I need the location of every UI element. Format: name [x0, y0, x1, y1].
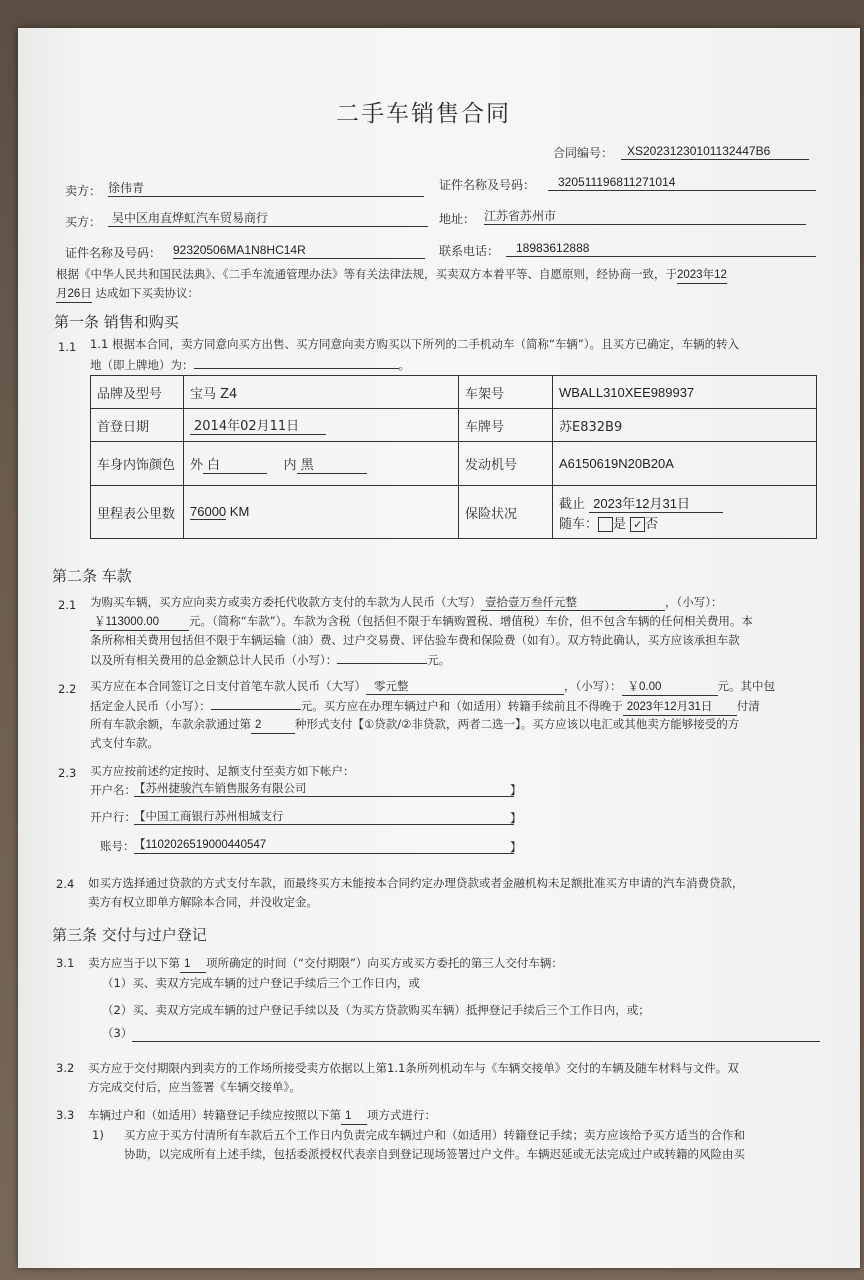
bank-bracket: 】 [510, 811, 522, 825]
account-name: 苏州捷骏汽车销售服务有限公司 [145, 781, 307, 795]
clause-3-1-number: 3.1 [56, 956, 75, 970]
insurance-label: 保险状况 [459, 486, 553, 539]
seller-id-label: 证件名称及号码： [439, 178, 536, 192]
mileage-value: 76000 [190, 504, 227, 519]
table-row [91, 376, 817, 409]
clause-2-1-line4: 以及所有相关费用的总金额总计人民币（小写）： 元。 [90, 653, 451, 667]
reg-date-cell [184, 409, 459, 442]
vehicle-table [90, 375, 817, 539]
phone-label: 联系电话： [439, 244, 500, 258]
preamble-line2: 月26日 达成如下买卖协议： [56, 285, 199, 303]
clause-2-3-line1: 买方应按前述约定按时、足额支付至卖方如下帐户： [90, 764, 355, 778]
clause-1-1-line2: 地（即上牌地）为： 。 [90, 358, 410, 372]
page-title: 二手车销售合同 [336, 101, 511, 127]
clause-3-3-item1-line1: 买方应于买方付清所有车款后五个工作日内负责完成车辆过户和（如适用）转籍登记手续；卖方应该给予买方适当的合作和 [124, 1128, 745, 1142]
clause-2-1-line2: ￥113000.00 元。（简称“车款”）。车款为含税（包括但不限于车辆购置税、增值税）车价，但不包含车辆的任何相关费用。本 [90, 613, 753, 631]
account-name-label: 开户名： [90, 783, 136, 797]
checkbox-yes[interactable] [598, 517, 613, 532]
brand-value: 宝马 Z4 [184, 376, 459, 409]
account-name-bracket: 】 [510, 783, 522, 797]
insurance-until: 2023年12月31日 [589, 493, 723, 513]
color-label: 车身内饰颜色 [91, 442, 184, 486]
clause-3-3-item1-number: 1) [92, 1128, 104, 1142]
contract-no-label: 合同编号： [553, 146, 614, 160]
vin-label: 车架号 [459, 376, 553, 409]
mileage-label: 里程表公里数 [91, 486, 184, 539]
clause-2-2-line2: 括定金人民币（小写）： 元。买方应在办理车辆过户和（如适用）转籍手续前且不得晚于 2023年12月31日 付清 [90, 697, 760, 716]
clause-2-3-number: 2.3 [58, 766, 77, 780]
account-no-bracket: 】 [510, 840, 522, 854]
clause-3-1-option1: （1）买、卖双方完成车辆的过户登记手续后三个工作日内，或 [102, 976, 420, 990]
article-1-heading: 第一条 销售和购买 [54, 313, 179, 331]
option3-blank-line [132, 1041, 820, 1042]
seller-name: 徐伟青 [108, 180, 424, 197]
account-no-label: 账号： [100, 839, 135, 853]
vin-value: WBALL310XEE989937 [553, 376, 817, 409]
clause-1-1-number: 1.1 [58, 340, 77, 354]
clause-2-2-line1: 买方应在本合同签订之日支付首笔车款人民币（大写） 零元整 ，（小写）： ￥0.00 元。其中包 [90, 678, 775, 696]
clause-2-2-number: 2.2 [58, 682, 77, 696]
clause-2-4-line2: 卖方有权立即单方解除本合同，并没收定金。 [88, 895, 318, 909]
table-row [91, 409, 817, 442]
clause-2-1-number: 2.1 [58, 598, 77, 612]
insurance-cell: 截止 2023年12月31日 随车： 是 ✓ 否 [553, 486, 817, 539]
engine-value: A6150619N20B20A [553, 442, 817, 486]
account-no: 1102026519000440547 [145, 839, 267, 851]
color-cell: 外 白 内 黑 [184, 442, 459, 486]
clause-3-2-line2: 方完成交付后，应当签署《车辆交接单》。 [88, 1080, 301, 1094]
clause-3-3-number: 3.3 [56, 1108, 75, 1122]
preamble-line1: 根据《中华人民共和国民法典》、《二手车流通管理办法》等有关法律法规，买卖双方本着平等、自愿原则，经协商一致，于2023年12 [56, 266, 727, 284]
clause-3-3-line1: 车辆过户和（如适用）转籍登记手续应按照以下第 1 项方式进行： [88, 1107, 436, 1125]
account-no-row: 【1102026519000440547 [134, 837, 514, 854]
phone: 18983612888 [506, 240, 816, 257]
mileage-cell: 76000 KM [184, 486, 459, 539]
clause-2-1-line3: 条所称相关费用包括但不限于车辆运输（油）费、过户交易费、评估验车费和保险费（如有）。双方特此确认，买方应该承担车款 [90, 633, 740, 647]
clause-2-4-number: 2.4 [56, 877, 75, 891]
buyer-name: 吴中区甪直烨虹汽车贸易商行 [108, 210, 428, 227]
clause-2-1-line1: 为购买车辆，买方应向卖方或卖方委托代收款方支付的车款为人民币（大写） 壹拾壹万叁仟元整 ，（小写）： [90, 595, 723, 609]
plate-label: 车牌号 [459, 409, 553, 442]
clause-3-2-number: 3.2 [56, 1061, 75, 1075]
clause-3-3-item1-line2: 协助，以完成所有上述手续，包括委派授权代表亲自到登记现场签署过户文件。车辆迟延或无法完成过户或转籍的风险由买 [124, 1147, 745, 1161]
reg-date-label: 首登日期 [91, 409, 184, 442]
engine-label: 发动机号 [459, 442, 553, 486]
clause-2-2-line4: 式支付车款。 [90, 736, 159, 750]
account-name-row: 【苏州捷骏汽车销售服务有限公司 [134, 780, 514, 797]
seller-id: 320511196811271014 [548, 174, 816, 191]
clause-3-1-line1: 卖方应当于以下第 1 项所确定的时间（“交付期限”）向买方或买方委托的第三人交付车辆： [88, 955, 563, 973]
buyer-id-label: 证件名称及号码： [65, 246, 162, 260]
clause-3-1-option2: （2）买、卖双方完成车辆的过户登记手续以及（为买方贷款购买车辆）抵押登记手续后三个工作日内，或； [102, 1003, 650, 1017]
article-3-heading: 第三条 交付与过户登记 [52, 926, 207, 944]
table-row [91, 442, 817, 486]
color-exterior: 白 [203, 454, 267, 474]
address: 江苏省苏州市 [484, 208, 806, 225]
article-2-heading: 第二条 车款 [52, 567, 132, 585]
contract-no: XS20231230101132447B6 [621, 143, 809, 160]
plate-value: 苏E832B9 [553, 409, 817, 442]
buyer-label: 买方： [65, 215, 102, 229]
brand-label: 品牌及型号 [91, 376, 184, 409]
clause-2-4-line1: 如买方选择通过贷款的方式支付车款，而最终买方未能按本合同约定办理贷款或者金融机构未足额批准买方申请的汽车消费贷款， [88, 876, 744, 890]
buyer-id: 92320506MA1N8HC14R [173, 242, 425, 259]
clause-3-2-line1: 买方应于交付期限内到卖方的工作场所接受卖方依据以上第1.1条所列机动车与《车辆交接单》交付的车辆及随车材料与文件。双 [88, 1061, 739, 1075]
bank-label: 开户行： [90, 810, 136, 824]
clause-1-1-line1: 1.1 根据本合同，卖方同意向买方出售、买方同意向卖方购买以下所列的二手机动车（简称“车辆”）。且买方已确定，车辆的转入 [90, 337, 740, 351]
contract-page [18, 28, 860, 1268]
clause-2-2-line3: 所有车款余额，车款余款通过第 2 种形式支付【①贷款/②非贷款，两者二选一】。买方应该以电汇或其他卖方能够接受的方 [90, 716, 739, 734]
color-interior: 黑 [297, 454, 367, 474]
address-label: 地址： [439, 212, 476, 226]
seller-label: 卖方： [65, 184, 102, 198]
reg-date-value: 2014年02月11日 [190, 415, 326, 435]
bank-row: 【中国工商银行苏州相城支行 [134, 808, 514, 825]
table-row [91, 486, 817, 539]
checkbox-no[interactable]: ✓ [630, 517, 645, 532]
clause-3-1-option3: （3） [102, 1026, 133, 1040]
bank-name: 中国工商银行苏州相城支行 [145, 809, 284, 823]
